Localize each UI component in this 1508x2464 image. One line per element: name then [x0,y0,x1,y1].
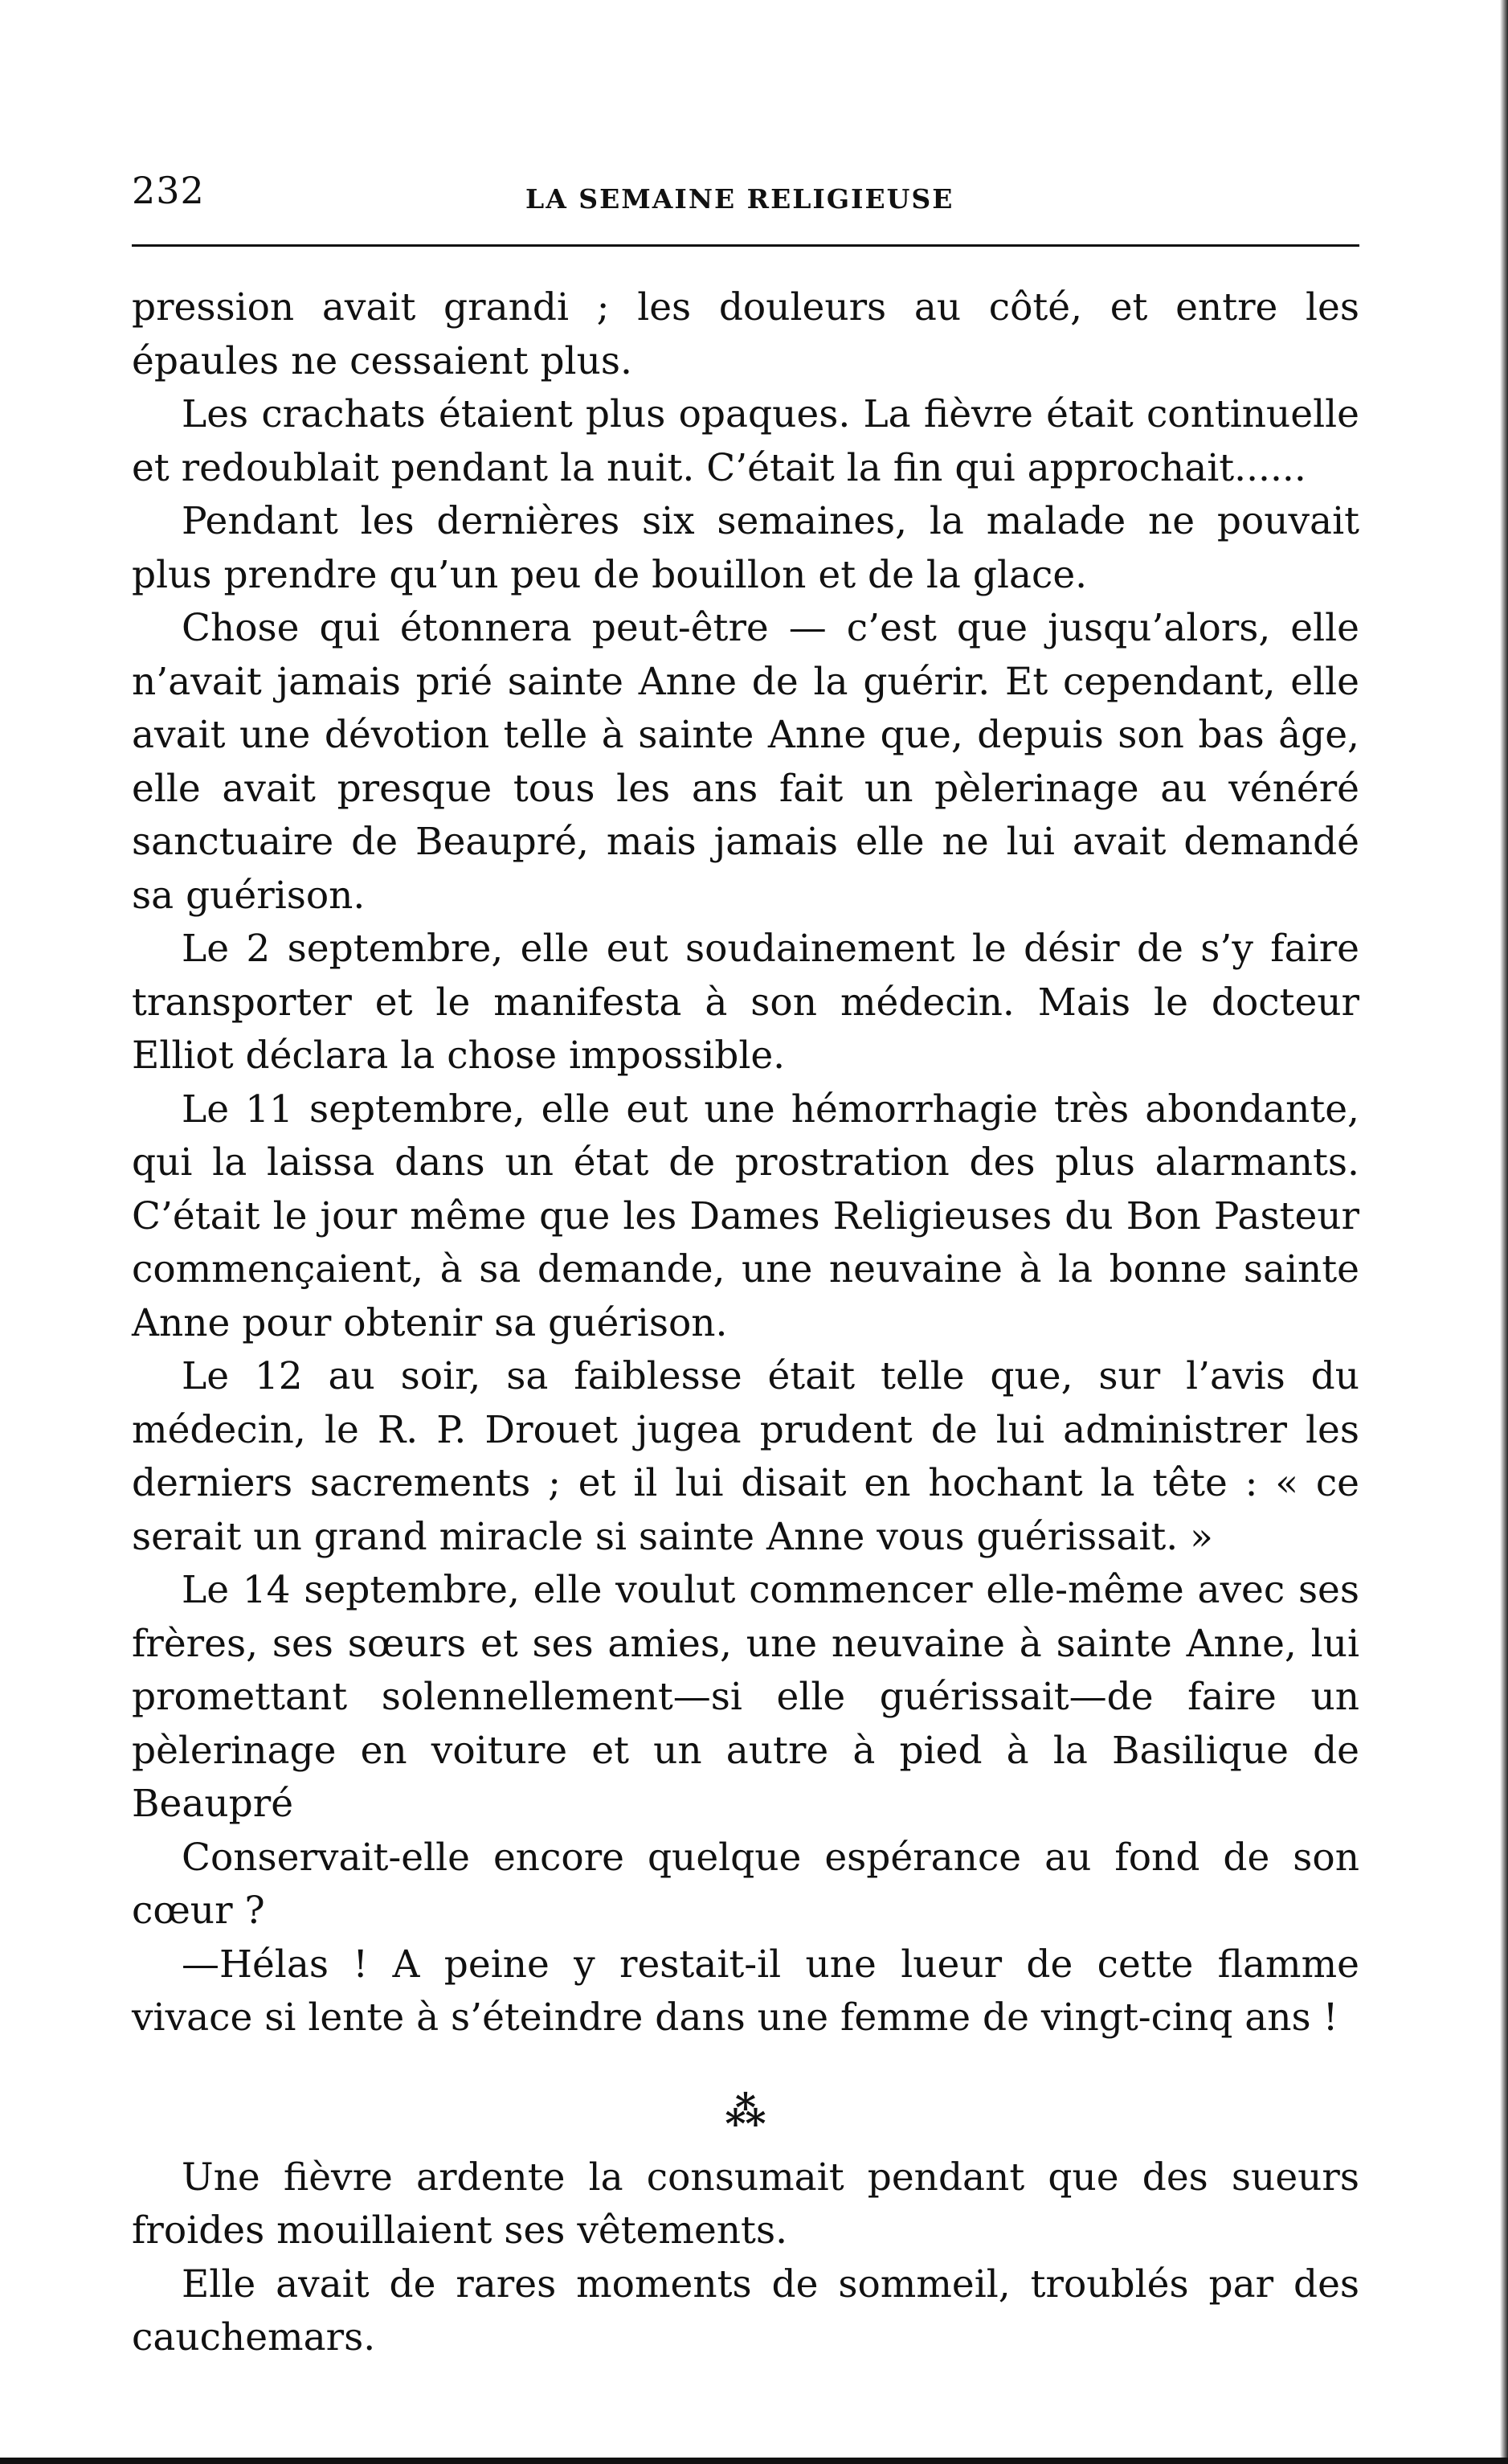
paragraph: Les crachats étaient plus opaques. La fièvre était continuelle et redoublait pendant la nuit. C’était la fin qui approchait...... [132,392,1359,490]
page-bottom-edge [0,2458,1508,2464]
page-edge-shadow [1500,0,1508,2464]
paragraph: —Hélas ! A peine y restait-il une lueur de cette flamme vivace si lente à s’éteindre dans une femme de vingt-cinq ans ! [132,1942,1359,2040]
paragraph: Pendant les dernières six semaines, la malade ne pouvait plus prendre qu’un peu de bouillon et de la glace. [132,499,1359,597]
header-rule [132,244,1359,247]
paragraph: Chose qui étonnera peut-être — c’est que jusqu’alors, elle n’avait jamais prié sainte Anne de la guérir. Et cependant, elle avait une dévotion telle à sainte Anne que, depuis son bas âge, elle avait presque tous les ans fait un pèlerinage au vénéré sanctuaire de Beaupré, mais jamais elle ne lui avait demandé sa guérison. [132,606,1359,918]
asterism-ornament: ⁂ [725,2086,766,2135]
paragraph: Elle avait de rares moments de sommeil, troublés par des cauchemars. [132,2261,1359,2360]
page-number: 232 [132,169,205,212]
paragraph: Le 11 septembre, elle eut une hémorrhagie très abondante, qui la laissa dans un état de prostration des plus alarmants. C’était le jour même que les Dames Religieuses du Bon Pasteur commençaient, à sa demande, une neuvaine à la bonne sainte Anne pour obtenir sa guérison. [132,1087,1359,1345]
body-text [132,281,1359,2365]
paragraph: Le 14 septembre, elle voulut commencer elle-même avec ses frères, ses sœurs et ses amies, une neuvaine à sainte Anne, lui promettant solennellement—si elle guérissait—de faire un pèlerinage en voiture et un autre à pied à la Basilique de Beaupré [132,1568,1359,1826]
paragraph: Le 12 au soir, sa faiblesse était telle que, sur l’avis du médecin, le R. P. Drouet jugea prudent de lui administrer les derniers sacrements ; et il lui disait en hochant la tête : « ce serait un grand miracle si sainte Anne vous guérissait. » [132,1354,1359,1559]
page-header [132,169,1359,225]
paragraph: pression avait grandi ; les douleurs au côté, et entre les épaules ne cessaient plus. [132,285,1359,383]
running-title: LA SEMAINE RELIGIEUSE [525,183,954,215]
paragraph: Une fièvre ardente la consumait pendant que des sueurs froides mouillaient ses vêtements. [132,2155,1359,2253]
paragraph: Conservait-elle encore quelque espérance au fond de son cœur ? [132,1835,1359,1933]
paragraph: Le 2 septembre, elle eut soudainement le désir de s’y faire transporter et le manifesta à son médecin. Mais le docteur Elliot déclara la chose impossible. [132,927,1359,1078]
